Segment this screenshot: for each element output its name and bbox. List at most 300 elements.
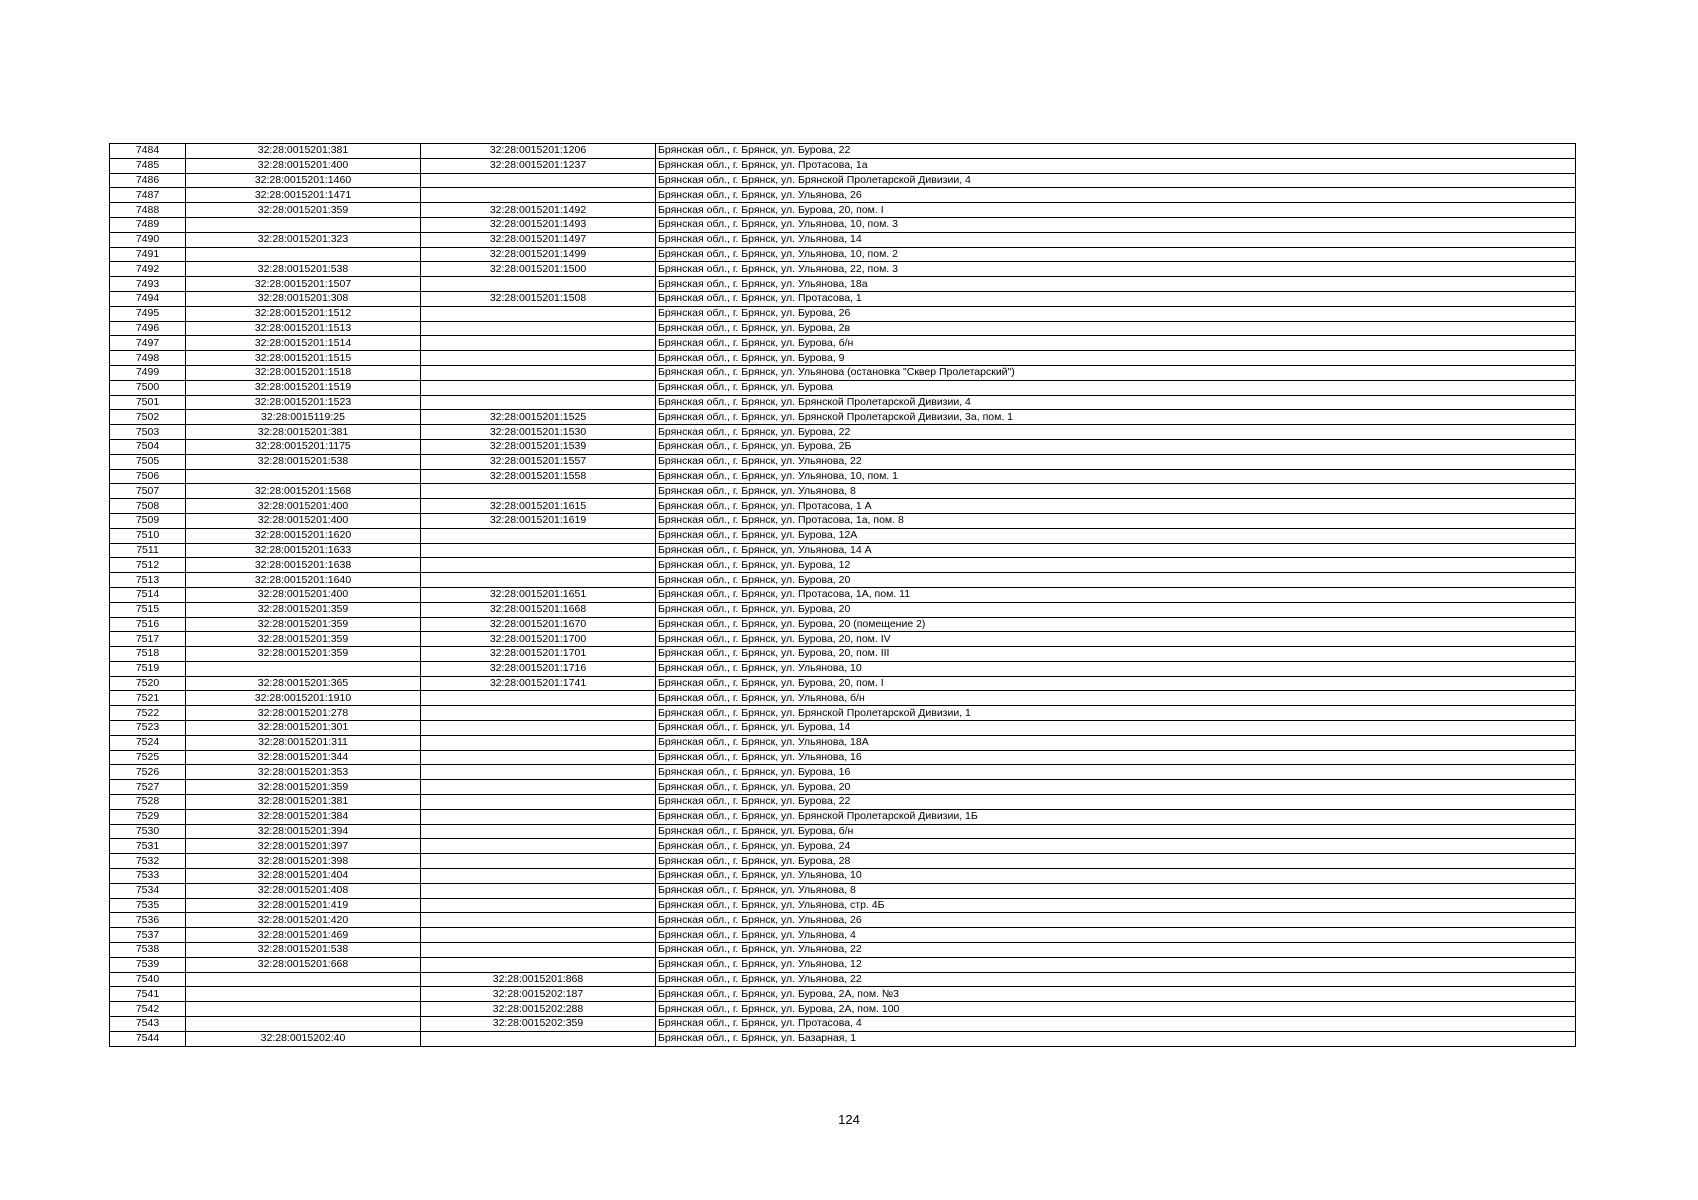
address-cell: Брянская обл., г. Брянск, ул. Бурова, 2А, пом. 100 [656, 1002, 1576, 1017]
address-cell: Брянская обл., г. Брянск, ул. Бурова, 2А, пом. №3 [656, 987, 1576, 1002]
address-cell: Брянская обл., г. Брянск, ул. Бурова, 24 [656, 839, 1576, 854]
table-row [110, 943, 1576, 958]
table-row [110, 262, 1576, 277]
object-cadastral-number-cell [421, 943, 656, 958]
row-number-cell: 7530 [110, 824, 186, 839]
row-number-cell: 7501 [110, 395, 186, 410]
object-cadastral-number-cell [421, 928, 656, 943]
object-cadastral-number-cell [421, 883, 656, 898]
object-cadastral-number-cell: 32:28:0015201:1619 [421, 513, 656, 528]
table-row [110, 809, 1576, 824]
land-cadastral-number-cell [186, 247, 421, 262]
land-cadastral-number-cell: 32:28:0015201:344 [186, 750, 421, 765]
table-row [110, 351, 1576, 366]
land-cadastral-number-cell: 32:28:0015201:420 [186, 913, 421, 928]
row-number-cell: 7538 [110, 943, 186, 958]
table-row [110, 735, 1576, 750]
table-row [110, 291, 1576, 306]
address-cell: Брянская обл., г. Брянск, ул. Ульянова, стр. 4Б [656, 898, 1576, 913]
address-cell: Брянская обл., г. Брянск, ул. Брянской Пролетарской Дивизии, 3а, пом. 1 [656, 410, 1576, 425]
land-cadastral-number-cell: 32:28:0015201:359 [186, 617, 421, 632]
row-number-cell: 7525 [110, 750, 186, 765]
table-row [110, 484, 1576, 499]
table-row [110, 425, 1576, 440]
address-cell: Брянская обл., г. Брянск, ул. Бурова, 20 [656, 602, 1576, 617]
object-cadastral-number-cell: 32:28:0015202:288 [421, 1002, 656, 1017]
row-number-cell: 7544 [110, 1031, 186, 1046]
object-cadastral-number-cell: 32:28:0015201:1206 [421, 144, 656, 159]
object-cadastral-number-cell [421, 321, 656, 336]
table-row [110, 558, 1576, 573]
object-cadastral-number-cell: 32:28:0015201:1530 [421, 425, 656, 440]
row-number-cell: 7507 [110, 484, 186, 499]
row-number-cell: 7492 [110, 262, 186, 277]
row-number-cell: 7508 [110, 499, 186, 514]
address-cell: Брянская обл., г. Брянск, ул. Бурова, 20 [656, 573, 1576, 588]
land-cadastral-number-cell: 32:28:0015201:469 [186, 928, 421, 943]
object-cadastral-number-cell [421, 869, 656, 884]
land-cadastral-number-cell: 32:28:0015201:1523 [186, 395, 421, 410]
object-cadastral-number-cell [421, 365, 656, 380]
table-row [110, 232, 1576, 247]
land-cadastral-number-cell: 32:28:0015201:308 [186, 291, 421, 306]
object-cadastral-number-cell: 32:28:0015201:1497 [421, 232, 656, 247]
address-cell: Брянская обл., г. Брянск, ул. Ульянова, 22 [656, 454, 1576, 469]
land-cadastral-number-cell: 32:28:0015201:1568 [186, 484, 421, 499]
row-number-cell: 7506 [110, 469, 186, 484]
object-cadastral-number-cell [421, 780, 656, 795]
address-cell: Брянская обл., г. Брянск, ул. Бурова, 20 [656, 780, 1576, 795]
row-number-cell: 7484 [110, 144, 186, 159]
land-cadastral-number-cell: 32:28:0015201:1910 [186, 691, 421, 706]
row-number-cell: 7486 [110, 173, 186, 188]
address-cell: Брянская обл., г. Брянск, ул. Ульянова, 10 [656, 661, 1576, 676]
land-cadastral-number-cell: 32:28:0015201:359 [186, 780, 421, 795]
table-row [110, 217, 1576, 232]
table-row [110, 410, 1576, 425]
address-cell: Брянская обл., г. Брянск, ул. Ульянова, 16 [656, 750, 1576, 765]
table-row [110, 765, 1576, 780]
row-number-cell: 7491 [110, 247, 186, 262]
row-number-cell: 7490 [110, 232, 186, 247]
address-cell: Брянская обл., г. Брянск, ул. Бурова, 20, пом. I [656, 203, 1576, 218]
address-cell: Брянская обл., г. Брянск, ул. Ульянова, 8 [656, 883, 1576, 898]
object-cadastral-number-cell [421, 809, 656, 824]
land-cadastral-number-cell: 32:28:0015201:1638 [186, 558, 421, 573]
address-cell: Брянская обл., г. Брянск, ул. Бурова, 14 [656, 721, 1576, 736]
object-cadastral-number-cell [421, 721, 656, 736]
address-cell: Брянская обл., г. Брянск, ул. Ульянова, б/н [656, 691, 1576, 706]
land-cadastral-number-cell: 32:28:0015201:1640 [186, 573, 421, 588]
land-cadastral-number-cell [186, 1017, 421, 1032]
object-cadastral-number-cell [421, 380, 656, 395]
object-cadastral-number-cell: 32:28:0015201:1493 [421, 217, 656, 232]
address-cell: Брянская обл., г. Брянск, ул. Бурова, 20, пом. IV [656, 632, 1576, 647]
table-row [110, 573, 1576, 588]
object-cadastral-number-cell [421, 750, 656, 765]
land-cadastral-number-cell: 32:28:0015201:400 [186, 587, 421, 602]
row-number-cell: 7485 [110, 158, 186, 173]
object-cadastral-number-cell [421, 395, 656, 410]
table-row [110, 306, 1576, 321]
table-row [110, 632, 1576, 647]
row-number-cell: 7513 [110, 573, 186, 588]
row-number-cell: 7521 [110, 691, 186, 706]
address-cell: Брянская обл., г. Брянск, ул. Бурова, 22 [656, 795, 1576, 810]
row-number-cell: 7493 [110, 277, 186, 292]
address-cell: Брянская обл., г. Брянск, ул. Ульянова, 26 [656, 188, 1576, 203]
address-cell: Брянская обл., г. Брянск, ул. Бурова, 22 [656, 144, 1576, 159]
land-cadastral-number-cell: 32:28:0015201:1507 [186, 277, 421, 292]
table-row [110, 469, 1576, 484]
address-cell: Брянская обл., г. Брянск, ул. Брянской Пролетарской Дивизии, 4 [656, 395, 1576, 410]
land-cadastral-number-cell: 32:28:0015201:323 [186, 232, 421, 247]
row-number-cell: 7528 [110, 795, 186, 810]
table-row [110, 602, 1576, 617]
table-row [110, 854, 1576, 869]
table-row [110, 336, 1576, 351]
row-number-cell: 7496 [110, 321, 186, 336]
row-number-cell: 7494 [110, 291, 186, 306]
object-cadastral-number-cell [421, 277, 656, 292]
land-cadastral-number-cell: 32:28:0015119:25 [186, 410, 421, 425]
object-cadastral-number-cell: 32:28:0015202:187 [421, 987, 656, 1002]
object-cadastral-number-cell: 32:28:0015201:1670 [421, 617, 656, 632]
row-number-cell: 7539 [110, 957, 186, 972]
row-number-cell: 7499 [110, 365, 186, 380]
row-number-cell: 7520 [110, 676, 186, 691]
object-cadastral-number-cell: 32:28:0015201:1741 [421, 676, 656, 691]
address-cell: Брянская обл., г. Брянск, ул. Бурова, 20, пом. III [656, 647, 1576, 662]
object-cadastral-number-cell [421, 188, 656, 203]
table-row [110, 543, 1576, 558]
land-cadastral-number-cell: 32:28:0015201:301 [186, 721, 421, 736]
address-cell: Брянская обл., г. Брянск, ул. Ульянова, 10, пом. 3 [656, 217, 1576, 232]
table-row [110, 247, 1576, 262]
land-cadastral-number-cell: 32:28:0015201:384 [186, 809, 421, 824]
table-row [110, 499, 1576, 514]
object-cadastral-number-cell [421, 706, 656, 721]
row-number-cell: 7518 [110, 647, 186, 662]
land-cadastral-number-cell: 32:28:0015201:365 [186, 676, 421, 691]
object-cadastral-number-cell: 32:28:0015201:1525 [421, 410, 656, 425]
land-cadastral-number-cell: 32:28:0015201:311 [186, 735, 421, 750]
row-number-cell: 7495 [110, 306, 186, 321]
page-number: 124 [838, 1112, 860, 1127]
object-cadastral-number-cell: 32:28:0015201:1668 [421, 602, 656, 617]
object-cadastral-number-cell: 32:28:0015201:1651 [421, 587, 656, 602]
table-row [110, 824, 1576, 839]
row-number-cell: 7505 [110, 454, 186, 469]
object-cadastral-number-cell [421, 795, 656, 810]
land-cadastral-number-cell: 32:28:0015201:538 [186, 454, 421, 469]
address-cell: Брянская обл., г. Брянск, ул. Ульянова, 18А [656, 735, 1576, 750]
land-cadastral-number-cell: 32:28:0015201:1633 [186, 543, 421, 558]
land-cadastral-number-cell: 32:28:0015201:278 [186, 706, 421, 721]
address-cell: Брянская обл., г. Брянск, ул. Ульянова, 14 А [656, 543, 1576, 558]
address-cell: Брянская обл., г. Брянск, ул. Ульянова, 22 [656, 972, 1576, 987]
row-number-cell: 7542 [110, 1002, 186, 1017]
land-cadastral-number-cell: 32:28:0015201:359 [186, 632, 421, 647]
land-cadastral-number-cell: 32:28:0015201:1515 [186, 351, 421, 366]
row-number-cell: 7517 [110, 632, 186, 647]
land-cadastral-number-cell: 32:28:0015201:397 [186, 839, 421, 854]
table-row [110, 957, 1576, 972]
row-number-cell: 7502 [110, 410, 186, 425]
table-row [110, 972, 1576, 987]
table-row [110, 721, 1576, 736]
address-cell: Брянская обл., г. Брянск, ул. Брянской Пролетарской Дивизии, 1Б [656, 809, 1576, 824]
object-cadastral-number-cell: 32:28:0015201:868 [421, 972, 656, 987]
table-row [110, 987, 1576, 1002]
address-cell: Брянская обл., г. Брянск, ул. Ульянова, 14 [656, 232, 1576, 247]
land-cadastral-number-cell: 32:28:0015201:359 [186, 602, 421, 617]
table-row [110, 173, 1576, 188]
table-row [110, 795, 1576, 810]
address-cell: Брянская обл., г. Брянск, ул. Ульянова, 10, пом. 1 [656, 469, 1576, 484]
object-cadastral-number-cell [421, 351, 656, 366]
land-cadastral-number-cell: 32:28:0015201:419 [186, 898, 421, 913]
table-row [110, 144, 1576, 159]
row-number-cell: 7532 [110, 854, 186, 869]
object-cadastral-number-cell: 32:28:0015201:1492 [421, 203, 656, 218]
land-cadastral-number-cell: 32:28:0015201:400 [186, 158, 421, 173]
object-cadastral-number-cell: 32:28:0015202:359 [421, 1017, 656, 1032]
object-cadastral-number-cell [421, 765, 656, 780]
row-number-cell: 7541 [110, 987, 186, 1002]
registry-table [109, 143, 1576, 1047]
object-cadastral-number-cell [421, 691, 656, 706]
address-cell: Брянская обл., г. Брянск, ул. Бурова, 20 (помещение 2) [656, 617, 1576, 632]
object-cadastral-number-cell [421, 306, 656, 321]
table-row [110, 188, 1576, 203]
land-cadastral-number-cell [186, 217, 421, 232]
object-cadastral-number-cell [421, 735, 656, 750]
address-cell: Брянская обл., г. Брянск, ул. Протасова, 4 [656, 1017, 1576, 1032]
land-cadastral-number-cell: 32:28:0015201:404 [186, 869, 421, 884]
table-row [110, 380, 1576, 395]
object-cadastral-number-cell [421, 573, 656, 588]
row-number-cell: 7489 [110, 217, 186, 232]
address-cell: Брянская обл., г. Брянск, ул. Бурова, 22 [656, 425, 1576, 440]
land-cadastral-number-cell: 32:28:0015201:381 [186, 425, 421, 440]
row-number-cell: 7524 [110, 735, 186, 750]
land-cadastral-number-cell: 32:28:0015201:1175 [186, 439, 421, 454]
row-number-cell: 7522 [110, 706, 186, 721]
address-cell: Брянская обл., г. Брянск, ул. Ульянова, 12 [656, 957, 1576, 972]
land-cadastral-number-cell: 32:28:0015201:400 [186, 513, 421, 528]
address-cell: Брянская обл., г. Брянск, ул. Протасова, 1 А [656, 499, 1576, 514]
address-cell: Брянская обл., г. Брянск, ул. Бурова, 26 [656, 306, 1576, 321]
row-number-cell: 7519 [110, 661, 186, 676]
object-cadastral-number-cell [421, 898, 656, 913]
address-cell: Брянская обл., г. Брянск, ул. Ульянова, 22 [656, 943, 1576, 958]
object-cadastral-number-cell [421, 528, 656, 543]
row-number-cell: 7535 [110, 898, 186, 913]
row-number-cell: 7498 [110, 351, 186, 366]
object-cadastral-number-cell: 32:28:0015201:1557 [421, 454, 656, 469]
address-cell: Брянская обл., г. Брянск, ул. Бурова, б/н [656, 336, 1576, 351]
object-cadastral-number-cell: 32:28:0015201:1558 [421, 469, 656, 484]
land-cadastral-number-cell: 32:28:0015201:1514 [186, 336, 421, 351]
row-number-cell: 7523 [110, 721, 186, 736]
land-cadastral-number-cell [186, 987, 421, 1002]
object-cadastral-number-cell [421, 173, 656, 188]
table-row [110, 928, 1576, 943]
table-row [110, 898, 1576, 913]
address-cell: Брянская обл., г. Брянск, ул. Бурова, 28 [656, 854, 1576, 869]
row-number-cell: 7516 [110, 617, 186, 632]
table-row [110, 869, 1576, 884]
row-number-cell: 7510 [110, 528, 186, 543]
row-number-cell: 7531 [110, 839, 186, 854]
object-cadastral-number-cell [421, 854, 656, 869]
address-cell: Брянская обл., г. Брянск, ул. Бурова, б/н [656, 824, 1576, 839]
row-number-cell: 7512 [110, 558, 186, 573]
land-cadastral-number-cell: 32:28:0015201:538 [186, 943, 421, 958]
land-cadastral-number-cell: 32:28:0015201:381 [186, 144, 421, 159]
land-cadastral-number-cell: 32:28:0015202:40 [186, 1031, 421, 1046]
address-cell: Брянская обл., г. Брянск, ул. Протасова, 1а [656, 158, 1576, 173]
land-cadastral-number-cell: 32:28:0015201:394 [186, 824, 421, 839]
table-row [110, 750, 1576, 765]
row-number-cell: 7533 [110, 869, 186, 884]
table-row [110, 277, 1576, 292]
table-row [110, 839, 1576, 854]
address-cell: Брянская обл., г. Брянск, ул. Бурова, 9 [656, 351, 1576, 366]
table-row [110, 706, 1576, 721]
object-cadastral-number-cell: 32:28:0015201:1716 [421, 661, 656, 676]
land-cadastral-number-cell [186, 469, 421, 484]
address-cell: Брянская обл., г. Брянск, ул. Бурова, 20, пом. I [656, 676, 1576, 691]
row-number-cell: 7536 [110, 913, 186, 928]
table-row [110, 691, 1576, 706]
table-row [110, 439, 1576, 454]
address-cell: Брянская обл., г. Брянск, ул. Ульянова, 18а [656, 277, 1576, 292]
land-cadastral-number-cell: 32:28:0015201:1460 [186, 173, 421, 188]
object-cadastral-number-cell [421, 839, 656, 854]
table-row [110, 1002, 1576, 1017]
row-number-cell: 7529 [110, 809, 186, 824]
row-number-cell: 7515 [110, 602, 186, 617]
address-cell: Брянская обл., г. Брянск, ул. Ульянова, 10, пом. 2 [656, 247, 1576, 262]
object-cadastral-number-cell [421, 957, 656, 972]
object-cadastral-number-cell: 32:28:0015201:1615 [421, 499, 656, 514]
address-cell: Брянская обл., г. Брянск, ул. Базарная, 1 [656, 1031, 1576, 1046]
land-cadastral-number-cell [186, 1002, 421, 1017]
address-cell: Брянская обл., г. Брянск, ул. Бурова, 12А [656, 528, 1576, 543]
table-row [110, 780, 1576, 795]
address-cell: Брянская обл., г. Брянск, ул. Протасова, 1А, пом. 11 [656, 587, 1576, 602]
land-cadastral-number-cell: 32:28:0015201:359 [186, 203, 421, 218]
address-cell: Брянская обл., г. Брянск, ул. Бурова, 12 [656, 558, 1576, 573]
address-cell: Брянская обл., г. Брянск, ул. Брянской Пролетарской Дивизии, 1 [656, 706, 1576, 721]
address-cell: Брянская обл., г. Брянск, ул. Бурова [656, 380, 1576, 395]
registry-table-body [110, 144, 1576, 1047]
object-cadastral-number-cell: 32:28:0015201:1539 [421, 439, 656, 454]
row-number-cell: 7503 [110, 425, 186, 440]
land-cadastral-number-cell [186, 972, 421, 987]
object-cadastral-number-cell: 32:28:0015201:1508 [421, 291, 656, 306]
land-cadastral-number-cell: 32:28:0015201:398 [186, 854, 421, 869]
table-row [110, 883, 1576, 898]
row-number-cell: 7527 [110, 780, 186, 795]
table-row [110, 513, 1576, 528]
address-cell: Брянская обл., г. Брянск, ул. Ульянова, 4 [656, 928, 1576, 943]
table-row [110, 617, 1576, 632]
table-row [110, 395, 1576, 410]
object-cadastral-number-cell: 32:28:0015201:1700 [421, 632, 656, 647]
address-cell: Брянская обл., г. Брянск, ул. Протасова, 1а, пом. 8 [656, 513, 1576, 528]
land-cadastral-number-cell: 32:28:0015201:359 [186, 647, 421, 662]
row-number-cell: 7504 [110, 439, 186, 454]
table-row [110, 1017, 1576, 1032]
land-cadastral-number-cell: 32:28:0015201:1519 [186, 380, 421, 395]
object-cadastral-number-cell [421, 824, 656, 839]
row-number-cell: 7543 [110, 1017, 186, 1032]
land-cadastral-number-cell: 32:28:0015201:1518 [186, 365, 421, 380]
land-cadastral-number-cell: 32:28:0015201:668 [186, 957, 421, 972]
land-cadastral-number-cell: 32:28:0015201:1471 [186, 188, 421, 203]
table-row [110, 913, 1576, 928]
object-cadastral-number-cell [421, 558, 656, 573]
object-cadastral-number-cell: 32:28:0015201:1237 [421, 158, 656, 173]
land-cadastral-number-cell: 32:28:0015201:1513 [186, 321, 421, 336]
row-number-cell: 7488 [110, 203, 186, 218]
table-row [110, 203, 1576, 218]
address-cell: Брянская обл., г. Брянск, ул. Бурова, 16 [656, 765, 1576, 780]
table-row [110, 365, 1576, 380]
row-number-cell: 7500 [110, 380, 186, 395]
land-cadastral-number-cell [186, 661, 421, 676]
object-cadastral-number-cell: 32:28:0015201:1499 [421, 247, 656, 262]
table-row [110, 647, 1576, 662]
land-cadastral-number-cell: 32:28:0015201:400 [186, 499, 421, 514]
address-cell: Брянская обл., г. Брянск, ул. Ульянова, 8 [656, 484, 1576, 499]
table-row [110, 321, 1576, 336]
object-cadastral-number-cell [421, 1031, 656, 1046]
row-number-cell: 7534 [110, 883, 186, 898]
land-cadastral-number-cell: 32:28:0015201:538 [186, 262, 421, 277]
land-cadastral-number-cell: 32:28:0015201:353 [186, 765, 421, 780]
land-cadastral-number-cell: 32:28:0015201:381 [186, 795, 421, 810]
row-number-cell: 7497 [110, 336, 186, 351]
address-cell: Брянская обл., г. Брянск, ул. Ульянова, 10 [656, 869, 1576, 884]
address-cell: Брянская обл., г. Брянск, ул. Ульянова, 26 [656, 913, 1576, 928]
row-number-cell: 7540 [110, 972, 186, 987]
land-cadastral-number-cell: 32:28:0015201:1512 [186, 306, 421, 321]
address-cell: Брянская обл., г. Брянск, ул. Бурова, 2в [656, 321, 1576, 336]
table-row [110, 158, 1576, 173]
object-cadastral-number-cell [421, 336, 656, 351]
row-number-cell: 7487 [110, 188, 186, 203]
object-cadastral-number-cell: 32:28:0015201:1500 [421, 262, 656, 277]
address-cell: Брянская обл., г. Брянск, ул. Бурова, 2Б [656, 439, 1576, 454]
row-number-cell: 7509 [110, 513, 186, 528]
table-row [110, 676, 1576, 691]
object-cadastral-number-cell [421, 484, 656, 499]
address-cell: Брянская обл., г. Брянск, ул. Ульянова, 22, пом. 3 [656, 262, 1576, 277]
object-cadastral-number-cell: 32:28:0015201:1701 [421, 647, 656, 662]
table-row [110, 1031, 1576, 1046]
land-cadastral-number-cell: 32:28:0015201:408 [186, 883, 421, 898]
table-row [110, 661, 1576, 676]
row-number-cell: 7526 [110, 765, 186, 780]
row-number-cell: 7514 [110, 587, 186, 602]
table-row [110, 528, 1576, 543]
table-row [110, 587, 1576, 602]
object-cadastral-number-cell [421, 543, 656, 558]
